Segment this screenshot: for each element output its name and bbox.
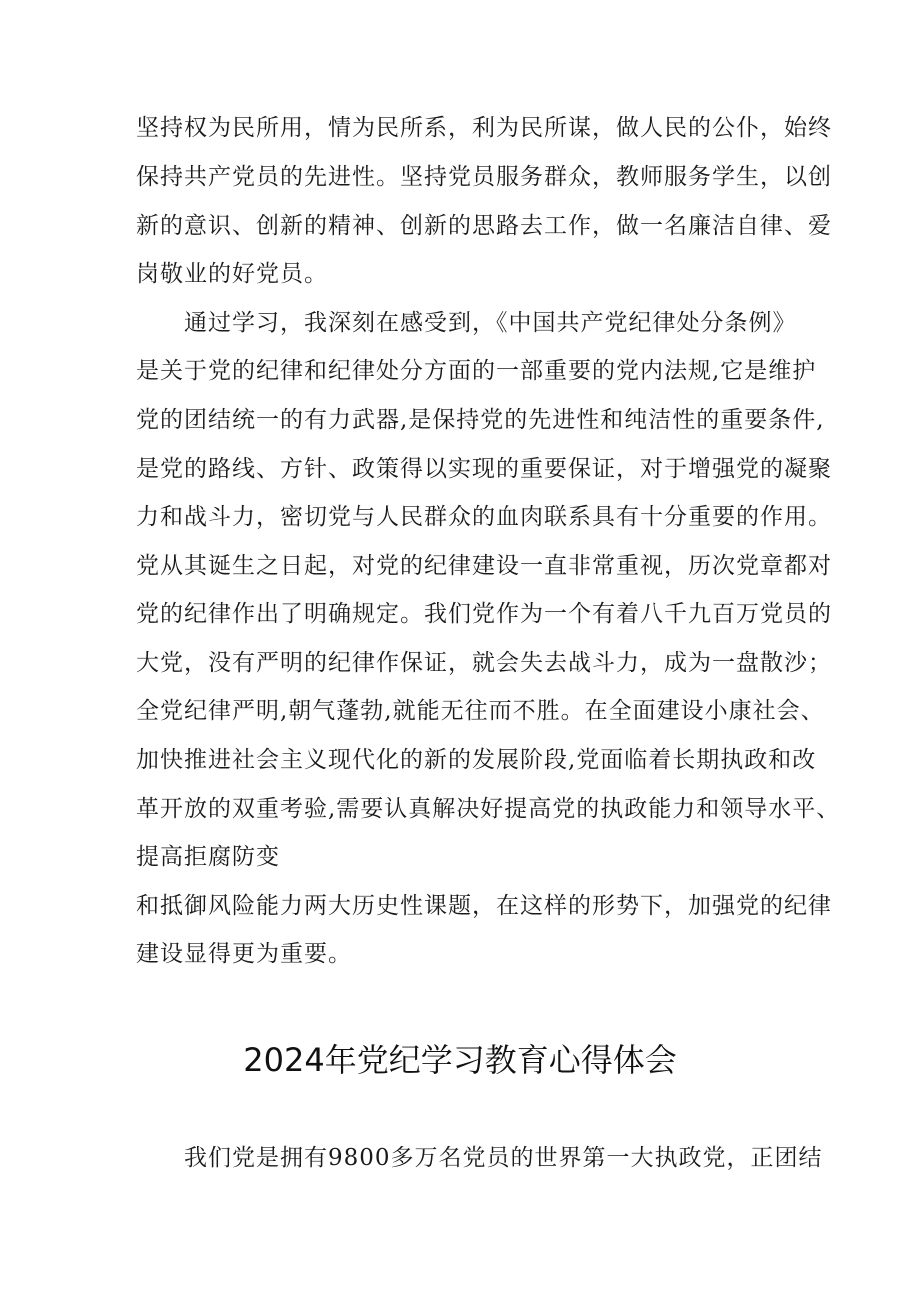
paragraph-line: 全党纪律严明,朝气蓬勃,就能无往而不胜。在全面建设小康社会、 (136, 698, 825, 724)
paragraph-line: 坚持权为民所用，情为民所系，利为民所谋，做人民的公仆，始终 (136, 115, 832, 141)
paragraph-line: 党的团结统一的有力武器,是保持党的先进性和纯洁性的重要条件, (136, 407, 825, 433)
paragraph-line: 新的意识、创新的精神、创新的思路去工作，做一名廉洁自律、爱 (136, 213, 832, 239)
paragraph-line: 通过学习，我深刻在感受到，《中国共产党纪律处分条例》 (184, 310, 797, 336)
paragraph-line: 岗敬业的好党员。 (136, 261, 328, 287)
paragraph-line: 党的纪律作出了明确规定。我们党作为一个有着八千九百万党员的 (136, 601, 832, 627)
paragraph-line: 我们党是拥有9800多万名党员的世界第一大执政党，正团结 (184, 1145, 823, 1171)
paragraph-line: 党从其诞生之日起，对党的纪律建设一直非常重视，历次党章都对 (136, 553, 832, 579)
paragraph-line: 是党的路线、方针、政策得以实现的重要保证，对于增强党的凝聚 (136, 456, 832, 482)
paragraph-line: 建设显得更为重要。 (136, 941, 352, 967)
paragraph-line: 大党，没有严明的纪律作保证，就会失去战斗力，成为一盘散沙； (136, 650, 832, 676)
paragraph-line: 是关于党的纪律和纪律处分方面的一部重要的党内法规,它是维护 (136, 358, 817, 384)
paragraph-line: 力和战斗力，密切党与人民群众的血肉联系具有十分重要的作用。 (136, 504, 832, 530)
paragraph-line: 加快推进社会主义现代化的新的发展阶段,党面临着长期执政和改 (136, 747, 817, 773)
document-title: 2024年党纪学习教育心得体会 (243, 1041, 677, 1079)
paragraph-line: 和抵御风险能力两大历史性课题，在这样的形势下，加强党的纪律 (136, 893, 832, 919)
paragraph-line: 提高拒腐防变 (136, 844, 280, 870)
paragraph-line: 保持共产党员的先进性。坚持党员服务群众，教师服务学生，以创 (136, 164, 832, 190)
paragraph-line: 革开放的双重考验,需要认真解决好提高党的执政能力和领导水平、 (136, 796, 841, 822)
